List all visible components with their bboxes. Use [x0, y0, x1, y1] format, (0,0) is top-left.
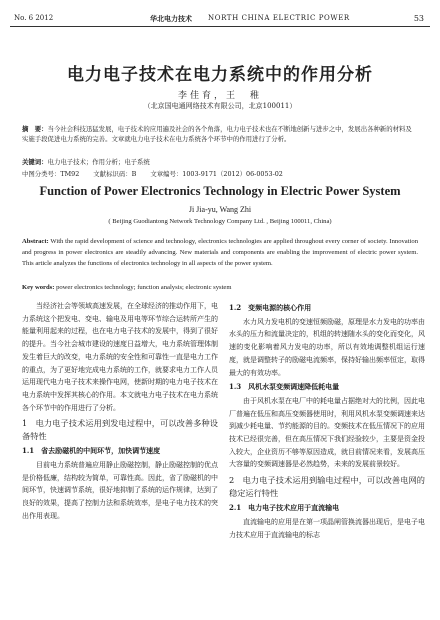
article-id: 文章编号：1003-9171（2012）06-0053-02 — [150, 170, 283, 178]
header-rule — [10, 26, 430, 27]
paper-title-en: Function of Power Electronics Technology in Electric Power System — [39, 184, 401, 198]
journal-title-en: NORTH CHINA ELECTRIC POWER — [208, 14, 350, 22]
section-heading-2: 2 电力电子技术运用到输电过程中，可以改善电网的稳定运行特性 — [229, 475, 425, 499]
document-code: 文献标识码：B — [93, 170, 137, 178]
paragraph-1-2: 水力风力发电机的变速恒频励磁，原理是水力发电的功率由水头的压力和流量决定的，机组的转速随水头的变化而变化，风速的变化影响着风力发电的功率，所以有效地调整机组运行速度，就是调整转子的励磁电流频率，保持好输出频率恒定，取得最大的有效功率。 — [229, 317, 425, 377]
keywords-cn — [22, 157, 418, 166]
issue-number: No. 6 2012 — [14, 14, 54, 22]
abstract-en — [22, 236, 418, 269]
body-column-right — [229, 300, 425, 541]
paper-title-cn: 电力电子技术在电力系统中的作用分析 — [67, 65, 373, 85]
subsection-heading-1-2: 1.2 变频电源的核心作用 — [229, 303, 312, 312]
keywords-cn-label: 关键词： — [22, 158, 48, 166]
abstract-cn-text: 当今社会科技迅猛发展，电子技术的应用遍及社会的各个角落，电力电子技术也在不断地创新与进步之中，发展出各种新的材料及实施手段促进电力系统的完善。文章就电力电子技术在电力系统各个环节中的作用进行了分析。 — [22, 125, 412, 143]
intro-paragraph: 当经济社会等领域高速发展，在全球经济的推动作用下，电力系统这个把发电、变电、输电及用电等环节综合运转所产生的能量利用起来的过程，也在电力电子技术的发展中，得到了很好的提升。当今社会城市建设的速度日益增大，电力系统管理体制发生着巨大的改变，电力系统的安全性和可靠性一直是电力工作的重点，为了更好地完成电力系统的工作，就要求电力工作人员运用现代电力电子技术来操作电网，使新时期的电力电子技术在电力系统中发挥其核心的作用。本文就电力电子技术在电力系统各个环节中的作用进行了分析。 — [22, 302, 218, 412]
journal-title-cn: 华北电力技术 — [150, 14, 192, 23]
keywords-en-label: Key words: — [22, 284, 55, 291]
classification-line — [22, 169, 418, 178]
abstract-en-text: With the rapid development of science and technology, electronics technologies are applied throughout every corner of society. Innovation and progress in power electronics are steadily advancing. New materials and components are enabling the improvement of electric power system. This article analyzes the functions of electronics technology in all aspects of the power system. — [22, 238, 418, 267]
clc-number: 中图分类号：TM92 — [22, 170, 80, 178]
authors-en: Ji Jia-yu, Wang Zhi — [188, 205, 252, 214]
body-column-left — [22, 300, 218, 523]
subsection-heading-2-1: 2.1 电力电子技术应用于直流输电 — [229, 503, 340, 513]
abstract-cn-label: 摘 要： — [22, 125, 48, 133]
paragraph-2-1: 直流输电的应用是在第一项晶闸管换流器出现后，是电子电力技术应用于直流输电的标志 — [229, 517, 425, 539]
keywords-en — [22, 284, 418, 291]
affiliation-cn: （北京国电通网络技术有限公司，北京100011） — [143, 102, 297, 110]
keywords-cn-text: 电力电子技术；作用分析；电子系统 — [47, 158, 150, 166]
abstract-en-label: Abstract: — [22, 238, 49, 245]
paragraph-1-1: 目前电力系统普遍应用静止励磁控制，静止励磁控制的优点是价格低廉，结构较为简单，可靠性高。因此，省了励磁机的中间环节，快速调节系统，很好地抑制了系统的运作规律，达到了良好的效果，提高了控制力法和系统效率，是电子电力技术的突出作用表现。 — [22, 461, 218, 520]
paragraph-1-3: 由于风机水泵在电厂中的耗电量占据绝对大的比例，因此电厂普遍在低压和高压变频器使用时，利用风机水泵变频调速来达到减少耗电量、节约能源的目的。变频技术在低压情况下的应用技术已经很完善，但在高压情况下我们经验较少，主要是资金投入较大，企业资历不够等原因造成，就目前情况来看，发展高压大容量的变频调速器是必然趋势，未来的发展前景较好。 — [229, 396, 425, 469]
keywords-en-text: power electronics technology; function analysis; electronic system — [56, 284, 232, 291]
abstract-cn — [22, 124, 418, 144]
subsection-heading-1-3: 1.3 风机水泵变频调速降低耗电量 — [229, 382, 340, 392]
affiliation-en: ( Beijing Guodiantong Network Technology Company Ltd. , Beijing 100011, China) — [108, 218, 332, 225]
subsection-heading-1-1: 1.1 省去励磁机的中间环节，加快调节速度 — [22, 446, 161, 456]
authors-cn: 李佳育，王 稚 — [177, 91, 262, 101]
section-heading-1: 1 电力电子技术运用到发电过程中，可以改善多种设备特性 — [22, 418, 218, 442]
page-number: 53 — [413, 14, 424, 23]
